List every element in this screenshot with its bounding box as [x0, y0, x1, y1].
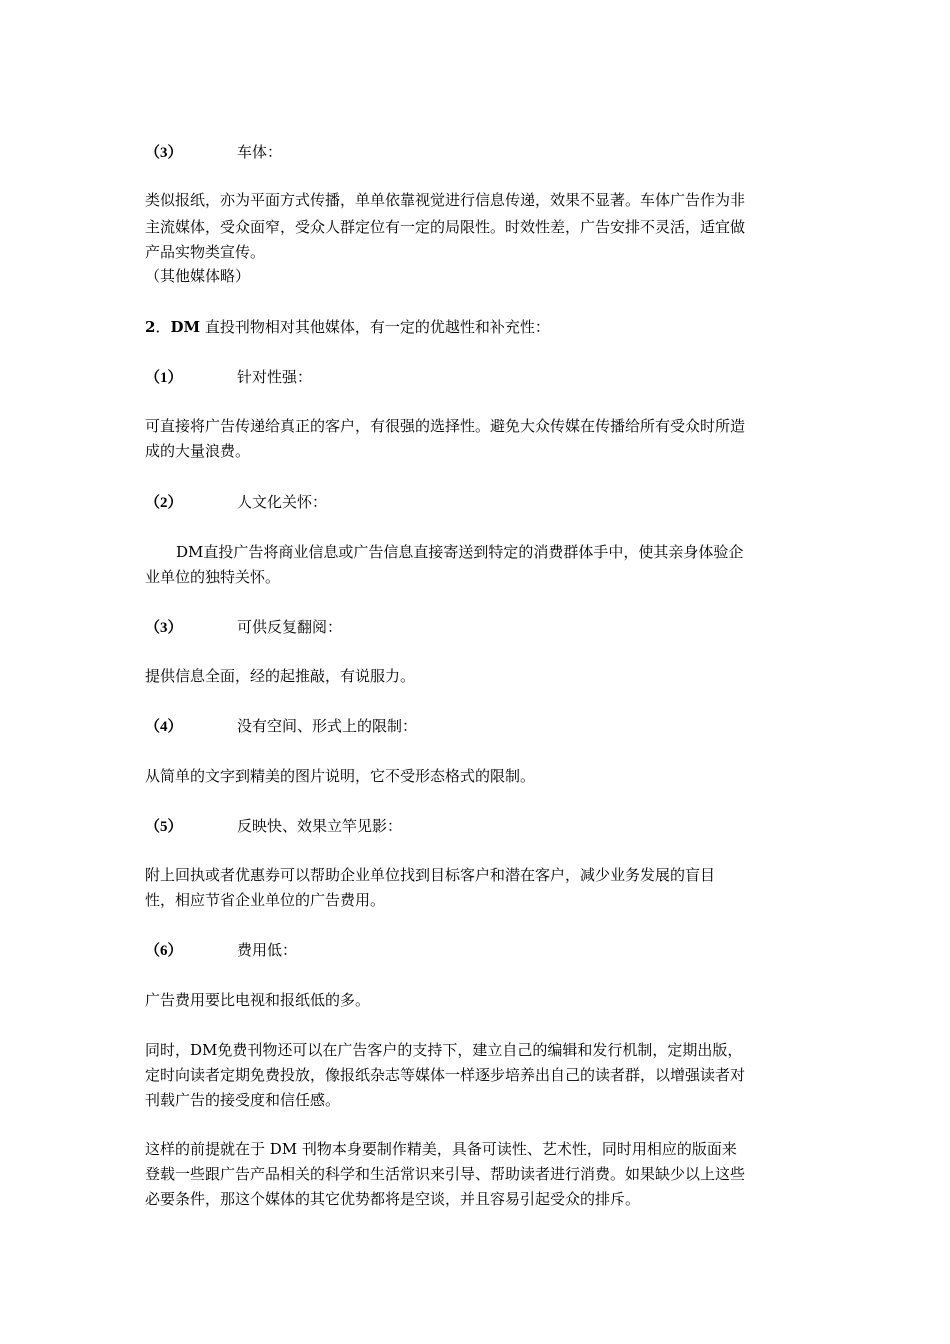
paragraph-line: 业单位的独特关怀。: [145, 568, 281, 586]
item-number: （3）: [145, 620, 183, 636]
section-number: 2: [145, 318, 156, 336]
item-label: 针对性强：: [237, 368, 313, 386]
paragraph-line: DM直投广告将商业信息或广告信息直接寄送到特定的消费群体手中，使其亲身体验企: [176, 543, 744, 561]
section-title-text: 直投刊物相对其他媒体，有一定的优越性和补充性：: [204, 318, 550, 336]
item-number: （3）: [145, 145, 183, 161]
paragraph-line: 主流媒体，受众面窄，受众人群定位有一定的局限性。时效性差，广告安排不灵活，适宜做: [145, 218, 746, 236]
item-heading: [145, 365, 545, 390]
paragraph-line: 广告费用要比电视和报纸低的多。: [145, 991, 371, 1009]
paragraph-line: 成的大量浪费。: [145, 442, 251, 460]
paragraph-line: （其他媒体略）: [145, 267, 251, 285]
item-heading: [145, 714, 545, 739]
section-title: 2．DM 直投刊物相对其他媒体，有一定的优越性和补充性：: [145, 318, 550, 336]
paragraph-line: 性，相应节省企业单位的广告费用。: [145, 891, 386, 909]
paragraph-line: 刊载广告的接受度和信任感。: [145, 1091, 341, 1109]
item-label: 反映快、效果立竿见影：: [237, 817, 403, 835]
paragraph-line: 定时向读者定期免费投放，像报纸杂志等媒体一样逐步培养出自己的读者群，以增强读者对: [145, 1066, 746, 1084]
paragraph-line: 必要条件，那这个媒体的其它优势都将是空谈，并且容易引起受众的排斥。: [145, 1190, 641, 1208]
paragraph-line: 这样的前提就在于 DM 刊物本身要制作精美，具备可读性、艺术性，同时用相应的版面来: [145, 1140, 737, 1158]
paragraph-line: 登载一些跟广告产品相关的科学和生活常识来引导、帮助读者进行消费。如果缺少以上这些: [145, 1165, 746, 1183]
item-number: （2）: [145, 495, 183, 511]
item-label: 车体：: [237, 143, 283, 161]
item-label: 费用低：: [237, 941, 298, 959]
paragraph-line: 可直接将广告传递给真正的客户，有很强的选择性。避免大众传媒在传播给所有受众时所造: [145, 417, 746, 435]
item-number: （1）: [145, 370, 183, 386]
paragraph-line: 产品实物类宣传。: [145, 243, 266, 261]
paragraph-line: 同时，DM免费刊物还可以在广告客户的支持下，建立自己的编辑和发行机制，定期出版，: [145, 1041, 743, 1059]
item-label: 人文化关怀：: [237, 493, 328, 511]
paragraph-line: 从简单的文字到精美的图片说明，它不受形态格式的限制。: [145, 767, 536, 785]
item-heading: [145, 814, 545, 839]
item-heading: [145, 938, 545, 963]
section-title-dm: DM: [170, 318, 201, 336]
paragraph-line: 附上回执或者优惠券可以帮助企业单位找到目标客户和潜在客户，减少业务发展的盲目: [145, 866, 716, 884]
item-label: 可供反复翻阅：: [237, 618, 343, 636]
item-heading: [145, 140, 545, 165]
paragraph-line: 提供信息全面，经的起推敲，有说服力。: [145, 667, 416, 685]
item-number: （5）: [145, 819, 183, 835]
paragraph-line: 类似报纸，亦为平面方式传播，单单依靠视觉进行信息传递，效果不显著。车体广告作为非: [145, 191, 746, 209]
item-number: （4）: [145, 719, 183, 735]
item-heading: [145, 490, 545, 515]
item-heading: [145, 615, 545, 640]
item-number: （6）: [145, 943, 183, 959]
item-label: 没有空间、形式上的限制：: [237, 717, 418, 735]
